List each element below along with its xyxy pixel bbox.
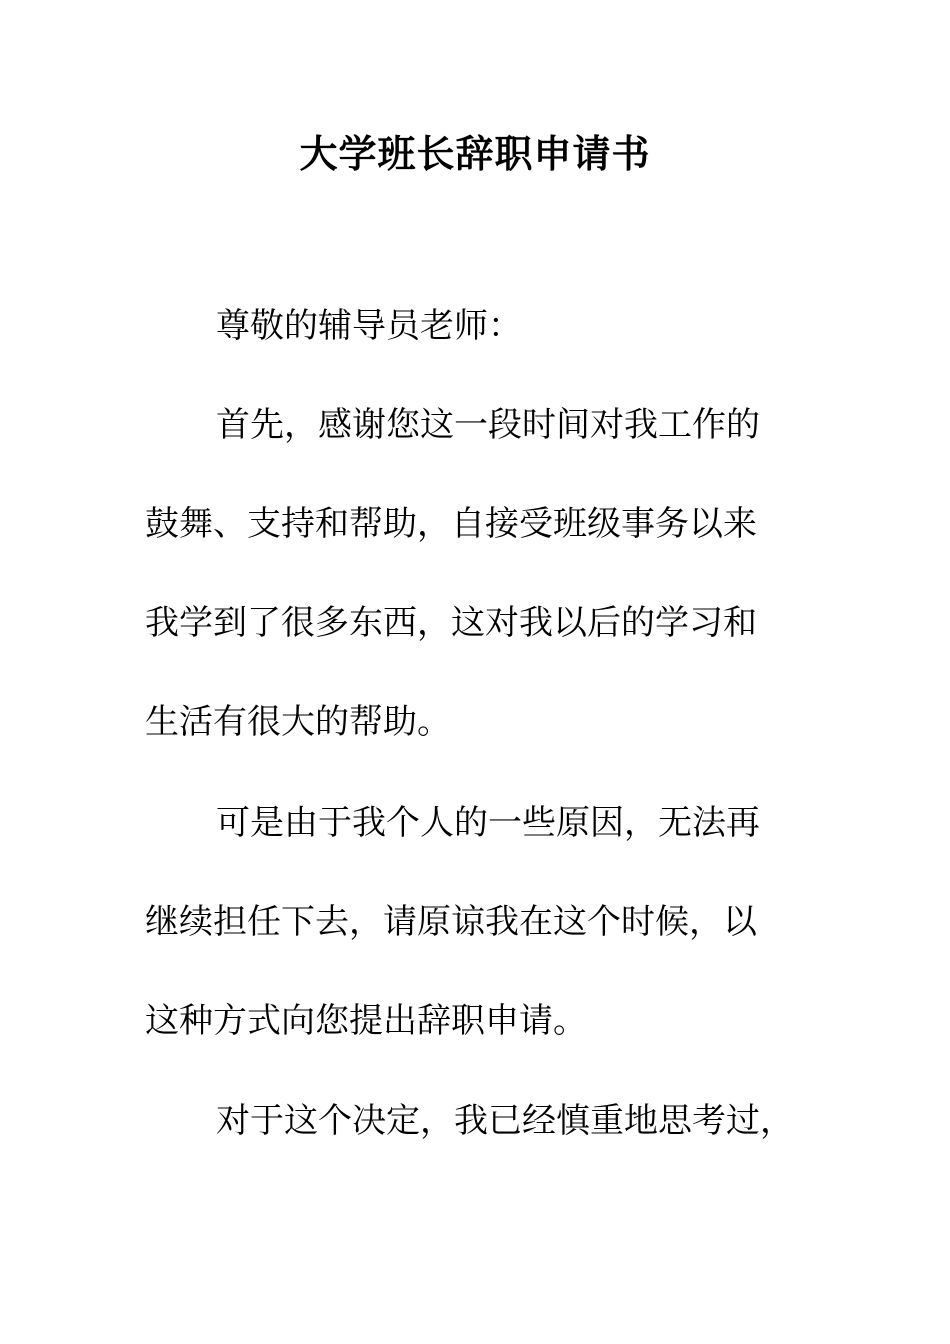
salutation: 尊敬的辅导员老师： xyxy=(216,306,522,346)
paragraph-3-line-1: 对于这个决定，我已经慎重地思考过， xyxy=(216,1101,794,1141)
paragraph-2-line-2: 继续担任下去，请原谅我在这个时候，以 xyxy=(145,902,757,942)
paragraph-1-line-4: 生活有很大的帮助。 xyxy=(145,702,451,742)
paragraph-2-line-1: 可是由于我个人的一些原因，无法再 xyxy=(216,803,760,843)
paragraph-1-line-2: 鼓舞、支持和帮助，自接受班级事务以来 xyxy=(145,504,757,544)
document-title: 大学班长辞职申请书 xyxy=(299,131,651,176)
paragraph-2-line-3: 这种方式向您提出辞职申请。 xyxy=(145,1001,587,1041)
paragraph-1-line-3: 我学到了很多东西，这对我以后的学习和 xyxy=(145,603,757,643)
paragraph-1-line-1: 首先，感谢您这一段时间对我工作的 xyxy=(216,405,760,445)
